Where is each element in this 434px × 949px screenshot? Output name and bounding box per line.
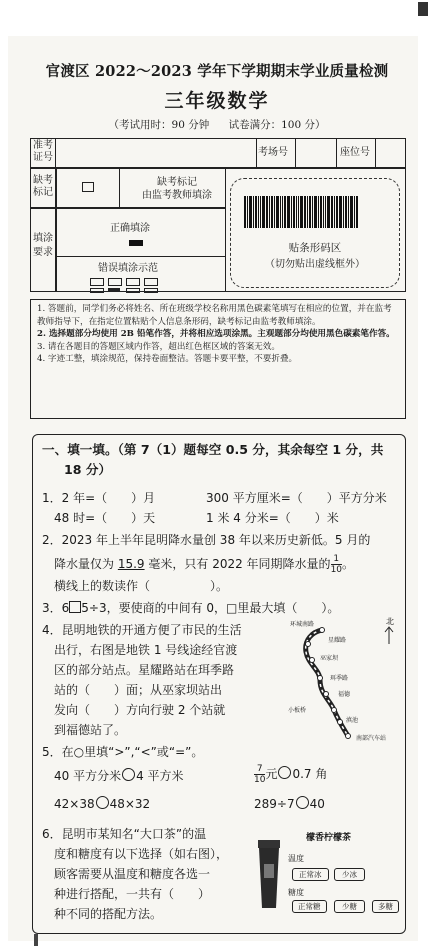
station-3: 巫家坝	[320, 655, 339, 662]
q2-line2-post: 毫米，只有 2022 年同期降水量的	[148, 557, 331, 571]
seat-label: 座位号	[340, 147, 370, 158]
station-2: 星耀路	[328, 637, 347, 644]
q5-b-den: 10	[254, 775, 266, 785]
barcode-label: 贴条形码区	[288, 242, 342, 254]
q5-d	[254, 796, 325, 812]
metro-map	[272, 614, 404, 750]
q5-c-pre: 42×38	[54, 797, 95, 811]
q5-b-mid: 元	[265, 767, 278, 781]
q4-line4: 站的（ ）面；从巫家坝站出	[54, 683, 223, 697]
section-1-heading-bold: 一、填一填。	[42, 442, 118, 457]
sugar-option-normal: 正常糖	[292, 900, 327, 913]
exam-meta	[0, 117, 434, 132]
station-8: 南部汽车站	[356, 735, 387, 742]
q2-line1: 2．2023 年上半年昆明降水量创 38 年以来历史新低。5 月的	[42, 533, 371, 547]
q6-line4: 种进行搭配，一共有（ ）	[54, 887, 211, 901]
corner-mark	[418, 2, 428, 16]
sugar-option-less: 少糖	[334, 900, 365, 913]
station-5: 福德	[338, 691, 351, 698]
note-3: 3. 请在各题目的答题区域内作答，超出红色框区域的答案无效。	[37, 341, 280, 352]
station-6: 小板桥	[288, 707, 307, 714]
q5-a-post: 4 平方米	[136, 769, 184, 783]
q2-line2-pre: 降水量仅为	[54, 557, 115, 571]
q4-line5: 发向（ ）方向行驶 2 个站就	[54, 703, 226, 717]
temp-label: 温度	[288, 854, 304, 863]
q6-line5: 种不同的搭配方法。	[54, 907, 163, 921]
q2-fraction	[331, 554, 342, 575]
north-label: 北	[386, 617, 394, 626]
tea-cup-image	[256, 836, 282, 912]
absent-label: 缺考标记	[33, 175, 53, 198]
absent-note-line2: 由监考教师填涂	[142, 190, 212, 201]
q5-d-pre: 289÷7	[254, 797, 295, 811]
q1-b: 300 平方厘米=（ ）平方分米	[206, 491, 387, 505]
subject-title: 三年级数学	[164, 90, 270, 112]
q5-d-post: 40	[309, 797, 325, 811]
section-1-heading-rest: （第 7（1）题每空 0.5 分，其余每空 1 分，共	[117, 442, 384, 457]
correct-fill-sample	[129, 240, 143, 246]
q2-frac-den: 10	[330, 565, 343, 575]
q2-frac-num: 1	[331, 554, 342, 565]
barcode-bars	[244, 196, 386, 228]
q5-b-num: 7	[254, 764, 265, 775]
instructions-box	[30, 299, 406, 419]
q5-a	[54, 768, 184, 784]
note-1: 1. 答题前，同学们务必将姓名、所在班级学校名称用黑色碳素笔填写在相应的位置，并在监考教师指导下，在指定位置粘贴个人信息条形码，缺考标记由监考教师填涂。	[37, 304, 392, 327]
q5-b	[254, 764, 327, 785]
absent-note	[132, 176, 222, 202]
q2-line3: 横线上的数读作（ ）。	[54, 579, 229, 593]
absent-note-line1: 缺考标记	[157, 177, 197, 188]
section-1-heading	[42, 440, 402, 480]
absent-checkbox[interactable]	[82, 182, 94, 192]
barcode-note: （切勿贴出虚线框外）	[265, 259, 365, 270]
q4-line6: 到福德站了。	[54, 723, 127, 737]
q1-d: 1 米 4 分米=（ ）米	[206, 511, 339, 525]
q4-line2: 出行，右图是地铁 1 号线途经官渡	[54, 643, 238, 657]
correct-fill-label: 正确填涂	[110, 223, 150, 234]
note-4: 4. 字迹工整，填涂规范，保持卷面整洁。答题卡要平整，不要折叠。	[37, 354, 298, 364]
q5-c	[54, 796, 150, 812]
fill-label: 填涂要求	[33, 233, 53, 258]
q3-pre: 3．6	[42, 601, 70, 615]
station-4: 珥季路	[330, 675, 349, 682]
q5-b-circle	[278, 766, 291, 779]
q5-title: 5．在○里填“>”,“<”或“=”。	[42, 745, 204, 759]
temp-option-less-ice: 少冰	[334, 868, 365, 881]
note-2: 2. 选择题部分均使用 2B 铅笔作答，并将相应选项涂黑。主观题部分均使用黑色碳素笔作答。	[37, 329, 395, 339]
section-1-heading-line2: 18 分）	[64, 462, 112, 477]
q4-line3: 区的部分站点。星耀路站在珥季路	[54, 663, 235, 677]
sugar-label: 糖度	[288, 888, 304, 897]
temp-option-normal-ice: 正常冰	[292, 868, 329, 881]
q5-a-circle	[122, 768, 135, 781]
q6-line1: 6．昆明市某知名“大口茶”的温	[42, 827, 207, 841]
q6-line3: 顾客需要从温度和糖度各选一	[54, 867, 211, 881]
full-score: 试卷满分：100 分）	[228, 119, 326, 131]
exam-title: 官渡区 2022～2023 学年下学期期末学业质量检测	[45, 63, 389, 80]
station-1: 环城南路	[290, 621, 315, 628]
q3-post: 5÷3，要使商的中间有 0，□里最大填（ ）。	[81, 601, 340, 615]
q2-line2: 降水量仅为 15.9 毫米，只有 2022 年同期降水量的 $\frac{1}{10}$ 。	[54, 554, 355, 575]
barcode-area	[230, 178, 400, 288]
sugar-option-more: 多糖	[372, 900, 399, 913]
station-7: 滇池	[346, 717, 359, 724]
exam-time: （考试用时：90 分钟	[108, 119, 210, 131]
q2-value: 15.9	[117, 557, 145, 571]
exam-room-label: 考场号	[258, 147, 288, 158]
q5-b-fraction	[254, 764, 265, 785]
q3-box	[69, 601, 81, 613]
q5-c-post: 48×32	[109, 797, 151, 811]
q5-a-pre: 40 平方分米	[54, 769, 122, 783]
q5-b-post: 0.7 角	[292, 767, 328, 781]
q1-a: 1．2 年=（ ）月	[42, 491, 156, 505]
bottom-mark	[34, 934, 38, 946]
wrong-fill-label: 错误填涂示范	[98, 263, 158, 274]
tea-menu-title: 檬香柠檬茶	[306, 833, 352, 843]
q5-d-circle	[296, 796, 309, 809]
q6-line2: 度和糖度有以下选择（如右图），	[54, 847, 229, 861]
q1-c: 48 时=（ ）天	[54, 511, 156, 525]
q4-line1: 4．昆明地铁的开通方便了市民的生活	[42, 623, 242, 637]
candidate-no-label: 准考证号	[33, 140, 53, 163]
north-arrow-icon	[385, 627, 393, 644]
q5-c-circle	[96, 796, 109, 809]
